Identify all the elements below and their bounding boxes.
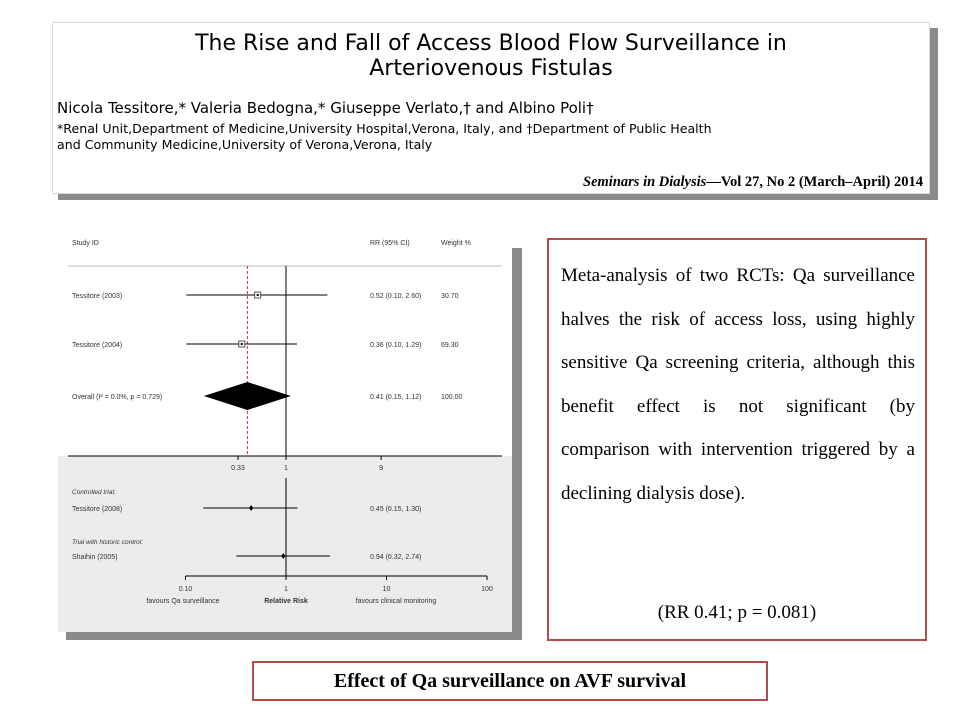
- favours-left-label: favours Qa surveillance: [146, 598, 220, 605]
- row-ci-text: 0.41 (0.15, 1.12): [370, 394, 422, 401]
- forest-plot: [58, 210, 512, 632]
- header-study-id: Study ID: [72, 240, 99, 247]
- paper-title: [53, 31, 929, 81]
- row-point-center: [257, 294, 259, 296]
- paper-affiliation: [57, 121, 917, 153]
- overall-diamond: [204, 382, 291, 410]
- row-ci-text: 0.52 (0.10, 2.60): [370, 293, 422, 300]
- group-study-label: Shaihin (2005): [72, 554, 118, 561]
- row-weight: 100.00: [441, 394, 463, 401]
- lower-axis-tick-label: 1: [284, 586, 288, 593]
- journal-citation: [583, 174, 923, 191]
- row-weight: 69.30: [441, 342, 459, 349]
- lower-axis-tick-label: 0.10: [178, 586, 193, 593]
- upper-axis-tick-label: 0.33: [231, 465, 245, 472]
- header-weight: Weight %: [441, 240, 471, 247]
- upper-axis-tick-label: 1: [284, 465, 288, 472]
- journal-name: Seminars in Dialysis: [583, 174, 707, 190]
- title-line-1: The Rise and Fall of Access Blood Flow Surveillance in: [195, 31, 787, 56]
- lower-axis-tick-label: 100: [481, 586, 493, 593]
- lower-axis-tick-label: 10: [382, 586, 391, 593]
- header-rr-ci: RR (95% CI): [370, 240, 410, 247]
- title-line-2: Arteriovenous Fistulas: [369, 56, 613, 81]
- x-axis-label: Relative Risk: [264, 598, 308, 605]
- paper-header: [52, 22, 930, 194]
- summary-box: [547, 238, 927, 641]
- summary-text: Meta-analysis of two RCTs: Qa surveillance halves the risk of access loss, using highly sensitive Qa screening criteria, although this benefit effect is not significant (by comparison with intervention triggered by a declining dialysis dose).: [561, 265, 915, 504]
- summary-rr: (RR 0.41; p = 0.081): [657, 602, 817, 623]
- paper-authors: Nicola Tessitore,* Valeria Bedogna,* Giuseppe Verlato,† and Albino Poli†: [57, 99, 594, 117]
- group-ci-text: 0.45 (0.15, 1.30): [370, 506, 422, 513]
- group-ci-text: 0.94 (0.32, 2.74): [370, 554, 422, 561]
- citation-volume: —Vol 27, No 2 (March–April) 2014: [706, 174, 923, 190]
- row-label: Tessitore (2003): [72, 293, 123, 300]
- row-point-center: [241, 343, 243, 345]
- row-label: Tessitore (2004): [72, 342, 123, 349]
- figure-caption: Effect of Qa surveillance on AVF survival: [252, 661, 768, 701]
- group-heading: Trial with historic control:: [72, 539, 144, 546]
- group-study-label: Tessitore (2008): [72, 506, 123, 513]
- row-label: Overall (I² = 0.0%, p = 0.729): [72, 394, 163, 401]
- row-weight: 30.70: [441, 293, 459, 300]
- group-heading: Controlled trial:: [72, 489, 116, 496]
- upper-axis-tick-label: 9: [379, 465, 384, 472]
- forest-plot-svg: [58, 210, 512, 632]
- affiliation-line-1: *Renal Unit,Department of Medicine,University Hospital,Verona, Italy, and †Department of Public Health: [57, 121, 712, 136]
- row-ci-text: 0.36 (0.10, 1.29): [370, 342, 422, 349]
- affiliation-line-2: and Community Medicine,University of Verona,Verona, Italy: [57, 137, 433, 152]
- favours-right-label: favours clinical monitoring: [355, 598, 437, 605]
